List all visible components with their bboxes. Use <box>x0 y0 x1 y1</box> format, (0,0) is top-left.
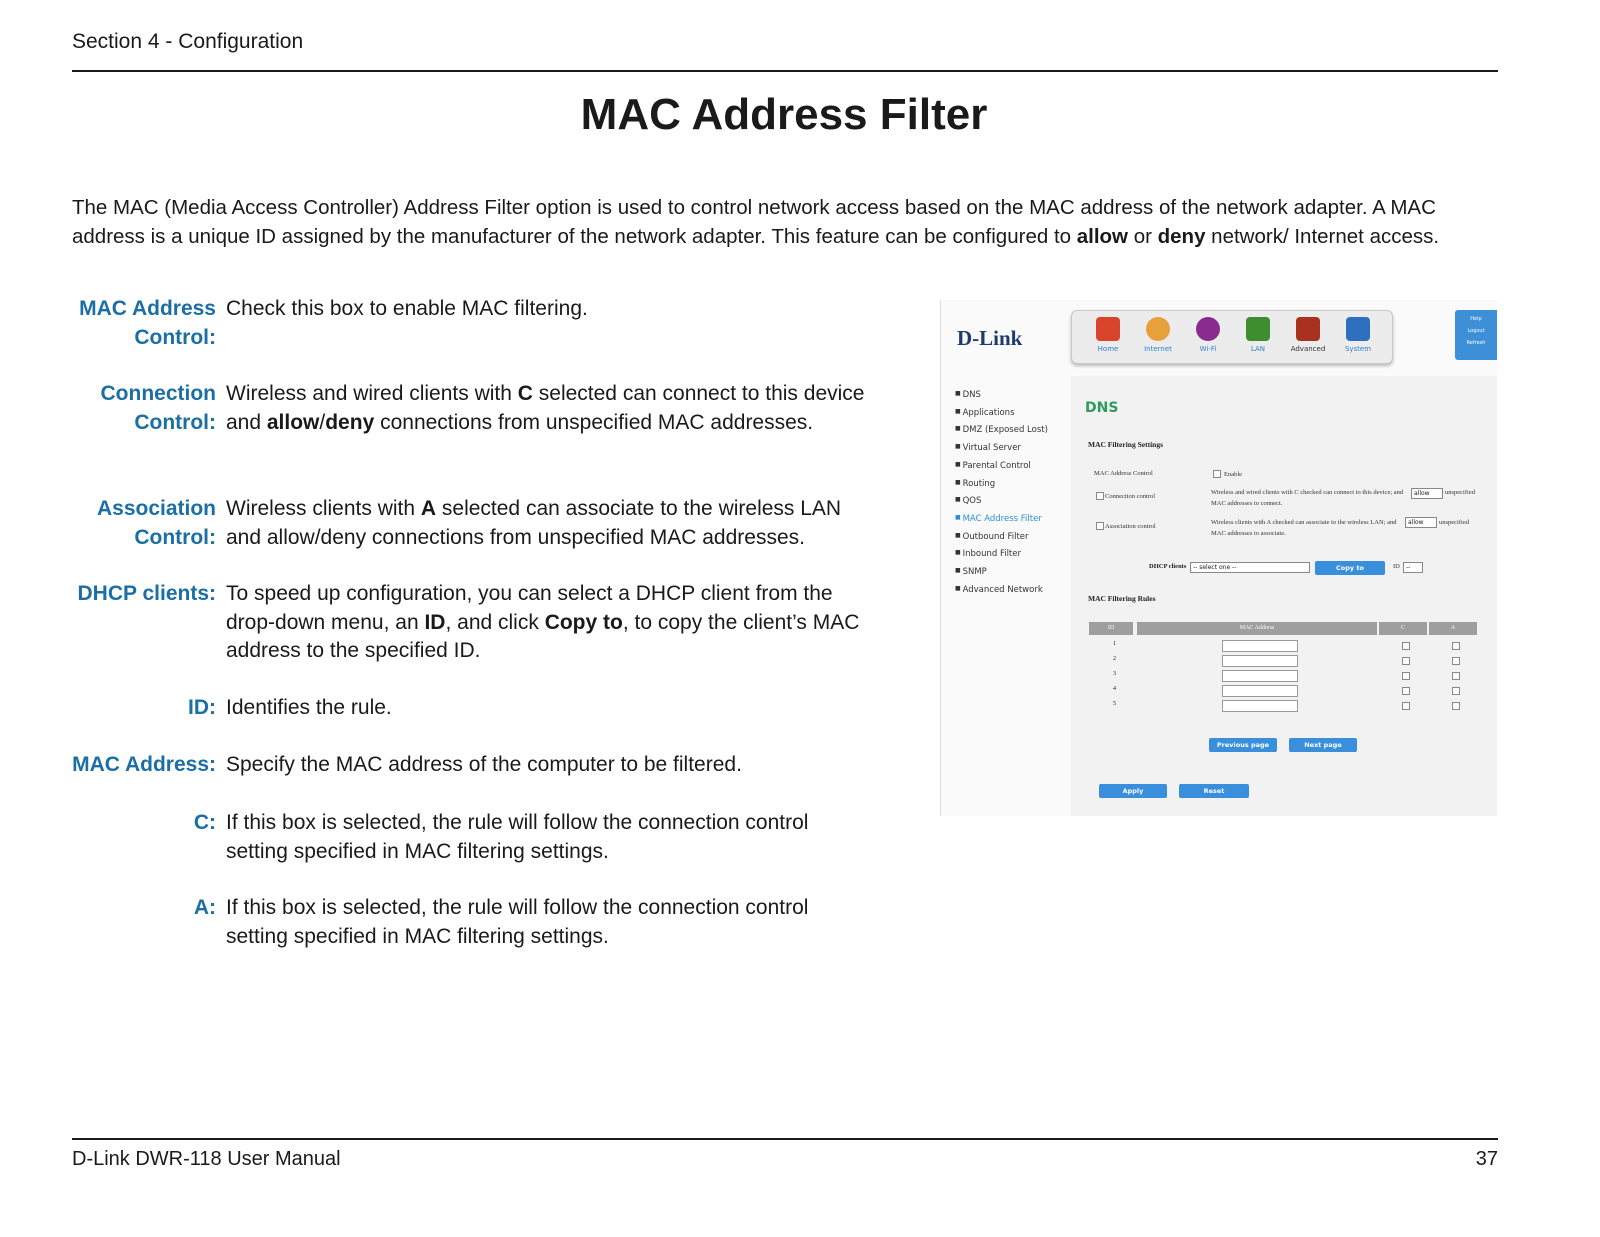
top-divider <box>72 70 1498 72</box>
c-checkbox[interactable] <box>1402 687 1410 695</box>
id-select[interactable]: -- <box>1403 562 1423 573</box>
c-checkbox[interactable] <box>1402 672 1410 680</box>
mac-address-input[interactable] <box>1222 700 1298 712</box>
sidebar-item[interactable]: ■ Virtual Server <box>955 439 1048 457</box>
top-navigation <box>1071 310 1393 364</box>
id-label: ID <box>1393 563 1400 570</box>
sidebar-item[interactable]: ■ Applications <box>955 404 1048 422</box>
col-a-header: A <box>1429 622 1477 635</box>
association-allow-select[interactable]: allow <box>1405 517 1437 528</box>
previous-page-button[interactable]: Previous page <box>1209 738 1277 752</box>
desc-id: Identifies the rule. <box>226 696 392 719</box>
sidebar-item[interactable]: ■ Advanced Network <box>955 581 1048 599</box>
rules-title: MAC Filtering Rules <box>1088 594 1156 603</box>
c-checkbox[interactable] <box>1402 642 1410 650</box>
settings-title: MAC Filtering Settings <box>1088 440 1163 449</box>
nav-home[interactable] <box>1086 317 1130 353</box>
refresh-link[interactable]: Refresh <box>1466 340 1486 346</box>
desc-connection-control: Wireless and wired clients with C selected can connect to this device and allow/deny connections from unspecified MAC addresses. <box>226 382 865 434</box>
intro-paragraph: The MAC (Media Access Controller) Address Filter option is used to control network access based on the MAC address of the network adapter. A MAC address is a unique ID assigned by the manufacturer of the network adapter. This feature can be configured to allow or deny network/ Internet access. <box>72 196 1440 248</box>
lan-icon <box>1246 317 1270 341</box>
term-connection-control: Connection Control: <box>100 382 216 434</box>
content-heading: DNS <box>1085 400 1119 416</box>
connection-desc-suffix: unspecified <box>1445 489 1475 496</box>
association-control-desc: Wireless clients with A checked can associate to the wireless LAN; and <box>1211 519 1397 526</box>
dhcp-client-select[interactable]: -- select one -- <box>1190 562 1310 573</box>
sidebar-item[interactable]: ■ MAC Address Filter <box>955 510 1048 528</box>
connection-allow-select[interactable]: allow <box>1411 488 1443 499</box>
row-id: 5 <box>1113 701 1116 707</box>
bottom-divider <box>72 1138 1498 1140</box>
nav-advanced[interactable] <box>1286 317 1330 353</box>
association-control-checkbox[interactable] <box>1096 522 1104 530</box>
page-number: 37 <box>1475 1148 1498 1170</box>
sidebar-item[interactable]: ■ Inbound Filter <box>955 545 1048 563</box>
help-panel <box>1455 310 1497 360</box>
apply-button[interactable]: Apply <box>1099 784 1167 798</box>
association-desc-line2: MAC addresses to associate. <box>1211 530 1286 537</box>
monitor-icon <box>1346 317 1370 341</box>
mac-address-input[interactable] <box>1222 685 1298 697</box>
connection-control-label: Connection control <box>1105 493 1156 500</box>
nav-internet-label: Internet <box>1144 345 1172 353</box>
row-id: 2 <box>1113 656 1116 662</box>
connection-control-desc: Wireless and wired clients with C checked can connect to this device; and <box>1211 489 1404 496</box>
a-checkbox[interactable] <box>1452 657 1460 665</box>
term-a: A: <box>193 896 216 919</box>
term-mac-address-control: MAC Address Control: <box>79 297 216 349</box>
term-association-control: Association Control: <box>96 497 216 549</box>
mac-address-input[interactable] <box>1222 640 1298 652</box>
sidebar-item[interactable]: ■ Outbound Filter <box>955 528 1048 546</box>
row-id: 1 <box>1113 641 1116 647</box>
sidebar-item[interactable]: ■ DMZ (Exposed Lost) <box>955 421 1048 439</box>
connection-desc-line2: MAC addresses to connect. <box>1211 500 1283 507</box>
section-header: Section 4 - Configuration <box>72 30 304 53</box>
mac-address-input[interactable] <box>1222 670 1298 682</box>
row-id: 4 <box>1113 686 1116 692</box>
wifi-icon <box>1196 317 1220 341</box>
sidebar-item[interactable]: ■ DNS <box>955 386 1048 404</box>
desc-a: If this box is selected, the rule will follow the connection control setting specified in MAC filtering settings. <box>226 896 809 948</box>
row-id: 3 <box>1113 671 1116 677</box>
a-checkbox[interactable] <box>1452 687 1460 695</box>
nav-internet[interactable] <box>1136 317 1180 353</box>
a-checkbox[interactable] <box>1452 702 1460 710</box>
reset-button[interactable]: Reset <box>1179 784 1249 798</box>
logout-link[interactable]: Logout <box>1467 328 1485 334</box>
router-ui-screenshot <box>940 300 1497 816</box>
sidebar-menu <box>955 386 1048 598</box>
c-checkbox[interactable] <box>1402 702 1410 710</box>
home-icon <box>1096 317 1120 341</box>
next-page-button[interactable]: Next page <box>1289 738 1357 752</box>
dlink-logo: D-Link <box>957 326 1023 350</box>
term-c: C: <box>193 811 216 834</box>
nav-advanced-label: Advanced <box>1290 345 1326 353</box>
nav-system[interactable] <box>1336 317 1380 353</box>
mac-control-label: MAC Address Control <box>1094 470 1153 477</box>
footer-manual-title: D-Link DWR-118 User Manual <box>72 1148 341 1170</box>
term-dhcp-clients: DHCP clients: <box>77 582 216 605</box>
sidebar-item[interactable]: ■ Parental Control <box>955 457 1048 475</box>
nav-home-label: Home <box>1097 345 1119 353</box>
page-title: MAC Address Filter <box>580 90 988 139</box>
association-control-label: Association control <box>1105 523 1156 530</box>
dhcp-clients-label: DHCP clients <box>1149 563 1187 570</box>
term-mac-address: MAC Address: <box>72 753 216 776</box>
nav-wifi-label: Wi-Fi <box>1199 345 1217 353</box>
c-checkbox[interactable] <box>1402 657 1410 665</box>
connection-control-checkbox[interactable] <box>1096 492 1104 500</box>
nav-lan-label: LAN <box>1250 345 1266 353</box>
term-id: ID: <box>188 696 216 719</box>
nav-wifi[interactable] <box>1186 317 1230 353</box>
association-desc-suffix: unspecified <box>1439 519 1469 526</box>
mac-address-input[interactable] <box>1222 655 1298 667</box>
enable-checkbox[interactable] <box>1213 470 1221 478</box>
col-mac-header: MAC Address <box>1137 622 1377 635</box>
sidebar-item[interactable]: ■ Routing <box>955 475 1048 493</box>
globe-icon <box>1146 317 1170 341</box>
desc-c: If this box is selected, the rule will follow the connection control setting specified in MAC filtering settings. <box>226 811 809 863</box>
sidebar-item[interactable]: ■ SNMP <box>955 563 1048 581</box>
sidebar-item[interactable]: ■ QOS <box>955 492 1048 510</box>
desc-association-control: Wireless clients with A selected can associate to the wireless LAN and allow/deny connections from unspecified MAC addresses. <box>226 497 842 549</box>
copy-to-button[interactable]: Copy to <box>1315 561 1385 575</box>
desc-dhcp-clients: To speed up configuration, you can select a DHCP client from the drop-down menu, an ID, and click Copy to, to copy the client’s MAC address to the specified ID. <box>226 582 860 662</box>
help-link[interactable]: Help <box>1470 316 1482 322</box>
desc-mac-address: Specify the MAC address of the computer to be filtered. <box>226 753 742 776</box>
enable-label: Enable <box>1224 471 1243 478</box>
col-id-header: ID <box>1089 622 1133 635</box>
col-c-header: C <box>1379 622 1427 635</box>
advanced-icon <box>1296 317 1320 341</box>
nav-lan[interactable] <box>1236 317 1280 353</box>
desc-mac-address-control: Check this box to enable MAC filtering. <box>226 297 588 320</box>
a-checkbox[interactable] <box>1452 672 1460 680</box>
a-checkbox[interactable] <box>1452 642 1460 650</box>
nav-system-label: System <box>1344 345 1372 353</box>
